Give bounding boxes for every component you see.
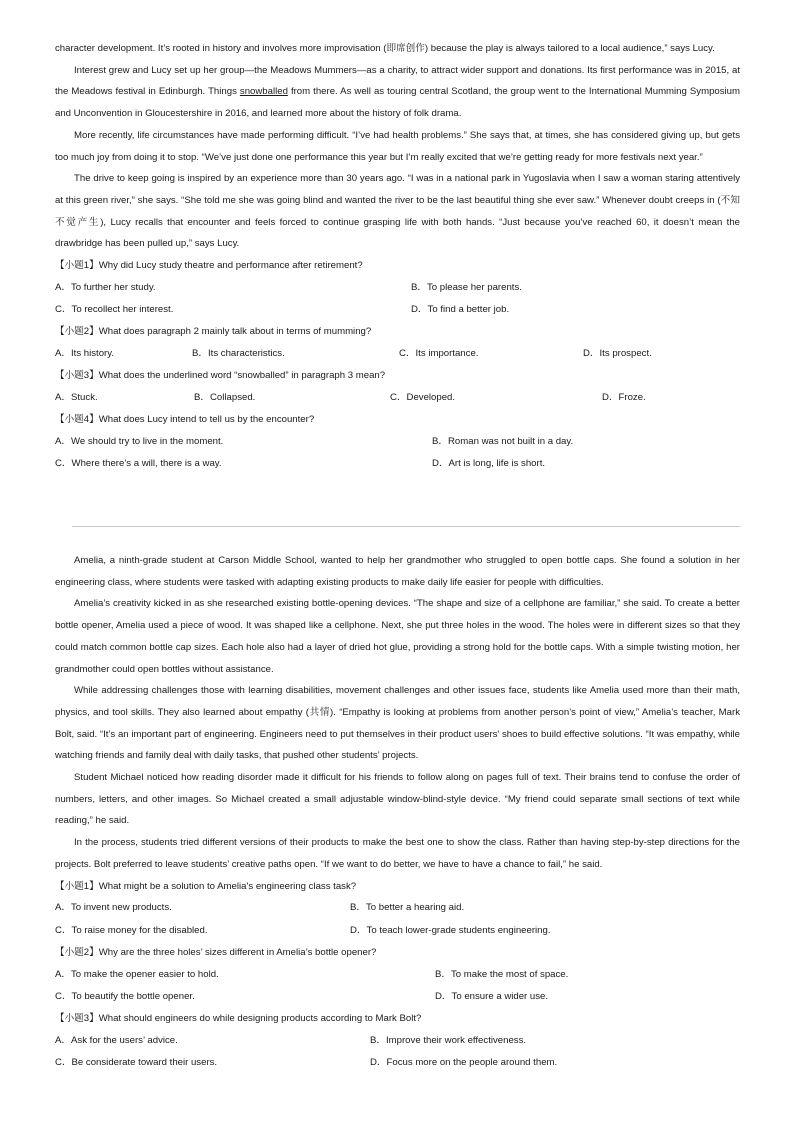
option-a[interactable]: A．Stuck. [55,392,98,404]
paragraph: Interest grew and Lucy set up her group—the Meadows Mummers—as a charity, to attract wider support and donations. Its first performance was in 2015, at the Meadows festival in Edinburgh. Things snowballed from there. As well as touring central Scotland, the group went to the International Mumming Symposium and Unconvention in Gloucestershire in 2016, and learned more about the history of folk drama. [55,64,740,120]
underlined-word: snowballed [239,86,288,98]
option-row [55,299,740,321]
option-b[interactable]: B．To please her parents. [411,281,522,293]
option-d[interactable]: D．To find a better job. [411,304,510,316]
passage-2 [55,550,740,1074]
option-a[interactable]: A．We should try to live in the moment. [55,436,224,448]
option-b[interactable]: B．To better a hearing aid. [350,902,465,914]
option-a[interactable]: A．To further her study. [55,281,156,293]
question-stem: 【小题4】What does Lucy intend to tell us by the encounter? [55,414,315,426]
option-b[interactable]: B．Improve their work effectiveness. [370,1034,527,1046]
question-stem: 【小题1】Why did Lucy study theatre and performance after retirement? [55,260,363,272]
option-a[interactable]: A．To make the opener easier to hold. [55,968,219,980]
option-row [55,1052,740,1074]
paragraph: Student Michael noticed how reading disorder made it difficult for his friends to follow along on pages full of text. Their brains tend to confuse the order of numbers, letters, and other images. So Michael created a small adjustable window-blind-style device. “My friend could separate small sections of text while reading,” he said. [55,772,740,827]
option-b[interactable]: B．Its characteristics. [192,348,285,360]
option-a[interactable]: A．Its history. [55,348,114,360]
paragraph: In the process, students tried different versions of their products to make the best one to show the class. Rather than having step-by-step directions for the projects. Bolt preferred to leave students’ creative paths open. “If we want to do better, we have to have a chance to fail,” he said. [55,837,740,870]
option-c[interactable]: C．To beautify the bottle opener. [55,990,195,1002]
option-d[interactable]: D．To ensure a wider use. [435,990,549,1002]
section-divider [72,526,740,527]
paragraph: The drive to keep going is inspired by an experience more than 30 years ago. “I was in a national park in Yugoslavia when I saw a woman staring attentively at this green river,” she says. “She told me she was going blind and wanted the river to be the last beautiful thing she ever saw.” Whenever doubt creeps in (不知不觉产生), Lucy recalls that encounter and feels forced to continue grasping life with both hands. “Just because you’ve reached 60, it doesn’t mean the drawbridge has been pulled up,” says Lucy. [55,173,740,250]
option-row [55,920,740,942]
option-row [55,387,740,409]
option-c[interactable]: C．Be considerate toward their users. [55,1057,218,1069]
paragraph: Amelia’s creativity kicked in as she researched existing bottle-opening devices. “The shape and size of a cellphone are familiar,” she said. To create a better bottle opener, Amelia used a piece of wood. It was shaped like a cellphone. Next, she put three holes in the wood. The holes were in different sizes so that they could match common bottle cap sizes. Each hole also had a layer of dried hot glue, providing a strong hold for the bottle caps. With a simple twisting motion, her grandmother could open bottles without assistance. [55,598,740,675]
option-d[interactable]: D．To teach lower-grade students engineering. [350,924,551,936]
passage-1 [55,38,740,476]
option-row [55,986,740,1008]
option-c[interactable]: C．Developed. [390,392,456,404]
option-row [55,343,740,365]
option-row [55,453,740,475]
option-a[interactable]: A．To invent new products. [55,902,172,914]
option-b[interactable]: B．Collapsed. [194,392,256,404]
paragraph: More recently, life circumstances have made performing difficult. “I’ve had health problems.” She says that, at times, she has considered giving up, but gets too much joy from doing it to stop. “We’ve just done one performance this year but I’m really excited that we’re getting ready for more festivals next year.” [55,129,740,163]
option-c[interactable]: C．Its importance. [399,348,479,360]
paragraph: character development. It’s rooted in history and involves more improvisation (即席创作) because the play is always tailored to a local audience,” says Lucy. [55,43,715,54]
option-d[interactable]: D．Art is long, life is short. [432,458,546,470]
question-stem: 【小题3】What does the underlined word “snowballed” in paragraph 3 mean? [55,370,386,382]
option-d[interactable]: D．Its prospect. [583,348,652,360]
option-row [55,431,740,453]
paragraph: Amelia, a ninth-grade student at Carson Middle School, wanted to help her grandmother who struggled to open bottle caps. She found a solution in her engineering class, where students were tasked with adapting existing products to make daily life easier for people with difficulties. [55,555,740,588]
option-row [55,897,740,919]
option-d[interactable]: D．Focus more on the people around them. [370,1057,558,1069]
option-d[interactable]: D．Froze. [602,392,646,404]
option-row [55,964,740,986]
option-c[interactable]: C．Where there’s a will, there is a way. [55,458,222,470]
option-c[interactable]: C．To raise money for the disabled. [55,924,208,936]
paragraph: While addressing challenges those with learning disabilities, movement challenges and other issues face, students like Amelia used more than their math, physics, and tool skills. They also learned about empathy (共情). “Empathy is looking at problems from another person’s point of view,” Amelia’s teacher, Mark Bolt, said. “It’s an important part of engineering. Engineers need to put themselves in their product users’ shoes to build effective solutions. “It was empathy, while watching friends and family deal with daily tasks, that pushed other students’ projects. [55,685,740,762]
question-stem: 【小题3】What should engineers do while designing products according to Mark Bolt? [55,1013,422,1025]
option-row [55,1030,740,1052]
question-stem: 【小题2】Why are the three holes’ sizes different in Amelia’s bottle opener? [55,946,377,958]
question-stem: 【小题1】What might be a solution to Amelia’s engineering class task? [55,880,357,892]
option-c[interactable]: C．To recollect her interest. [55,304,174,316]
option-a[interactable]: A．Ask for the users’ advice. [55,1034,178,1046]
option-b[interactable]: B．Roman was not built in a day. [432,436,574,448]
option-b[interactable]: B．To make the most of space. [435,968,569,980]
option-row [55,277,740,299]
question-stem: 【小题2】What does paragraph 2 mainly talk about in terms of mumming? [55,326,372,338]
